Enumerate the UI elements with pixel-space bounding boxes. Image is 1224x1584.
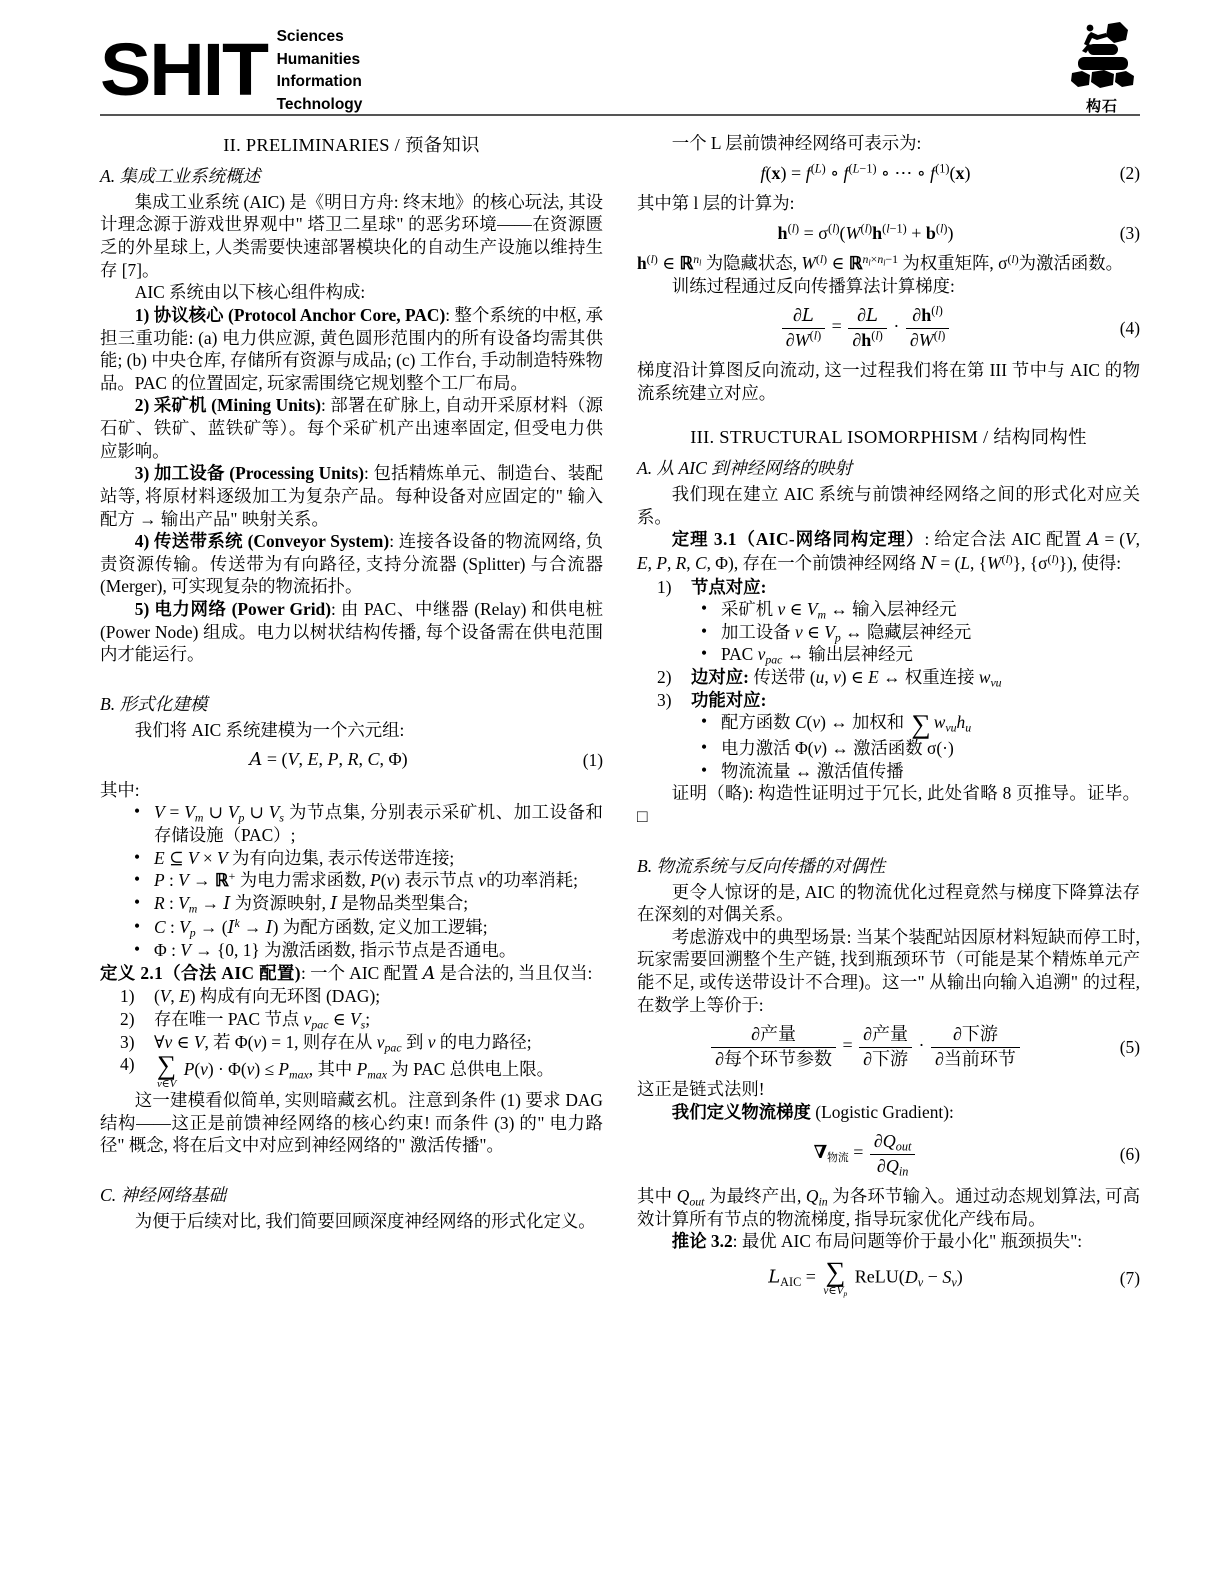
correspondence-2-title: 边对应:	[691, 667, 749, 688]
corollary-label: 推论 3.2	[671, 1231, 733, 1252]
node-corr-pac-head: PAC	[721, 644, 754, 665]
equation-3-row	[637, 222, 1140, 245]
expansion-line-4: Technology	[276, 95, 363, 113]
corollary-body: : 最优 AIC 布局问题等价于最小化" 瓶颈损失":	[732, 1231, 1083, 1252]
paragraph-mapping-lead: 我们现在建立 AIC 系统与前馈神经网络之间的形式化对应关系。	[637, 484, 1140, 527]
paragraph-gradient-flow: 梯度沿计算图反向流动, 这一过程我们将在第 III 节中与 AIC 的物流系统建立对应。	[637, 360, 1140, 403]
equation-5-row	[637, 1023, 1140, 1071]
paragraph-duality: 更令人惊讶的是, AIC 的物流优化过程竟然与梯度下降算法存在深刻的对偶关系。	[637, 881, 1140, 925]
symbols-text-2: 为权重矩阵,	[902, 253, 994, 274]
correspondence-list	[637, 576, 1140, 599]
tuple-text-p2: 表示节点	[404, 870, 475, 891]
condition-3-mid: 则存在从	[302, 1031, 373, 1052]
component-name-5: 电力网络 (Power Grid)	[154, 599, 332, 620]
equation-5-number: (5)	[1119, 1036, 1140, 1057]
masthead	[100, 18, 1140, 114]
sum-operator-icon-2: ∑	[911, 708, 931, 739]
correspondence-2-label: 2)	[657, 667, 672, 688]
component-body-4: : 连接各设备的物流网络, 负责资源传输。传送带为有向路径, 支持分流器 (Splitter) 与合流器 (Merger), 可实现复杂的物流拓扑。	[100, 531, 603, 597]
q-explain-1: 其中	[637, 1186, 673, 1207]
tuple-item-phi: • Φ : V → {0, 1} 为激活函数, 指示节点是否通电。	[132, 939, 603, 962]
section-heading-iii: III. STRUCTURAL ISOMORPHISM / 结构同构性	[690, 427, 1087, 448]
equation-3-body: $h^{(l)} = \sigma^{(l)}(W^{(l)}h^{(l-1)} + b^{(l)})$	[777, 221, 954, 243]
fraction-dL-dW: $\frac{\partial L}{\partial W^{(l)}}$	[782, 304, 825, 352]
condition-4-mid: 其中	[317, 1059, 353, 1080]
condition-4: 4) ∑ v∈V $P(v) \cdot \Phi(v) \le P_{max}$, 其中 $P_{max}$ 为 PAC 总供电上限。	[120, 1050, 554, 1090]
tuple-text-v: 为节点集, 分别表示采矿机、加工设备和存储设施（PAC）;	[154, 802, 603, 846]
func-corr-power: • 电力激活 Φ(v) ↔ 激活函数 σ(·)	[699, 737, 1140, 760]
condition-3-label: 3)	[120, 1031, 135, 1052]
eq5-rhs1-den: ∂下游	[859, 1047, 912, 1071]
subsection-heading-b: B. 形式化建模	[100, 693, 208, 714]
fraction-dL-dh: $\frac{\partial L}{\partial h^{(l)}}$	[848, 304, 886, 352]
paragraph-where: 其中:	[100, 779, 140, 800]
tuple-item-p: • P : V → ℝ+ 为电力需求函数, P(v) 表示节点 v的功率消耗;	[132, 869, 603, 892]
correspondence-functions	[657, 689, 1140, 712]
right-column	[637, 132, 1140, 1304]
condition-3-tail: 的电力路径;	[439, 1031, 532, 1052]
component-body-1: : 整个系统的中枢, 承担三重功能: (a) 电力供应源, 黄色圆形范围内的所有设备均需其供能; (b) 中央仓库, 存储所有资源与成品; (c) 工作台, 手动制造特殊物品。PAC 的位置固定, 玩家需围绕它规划整个工厂布局。	[100, 304, 603, 393]
eq5-rhs2-num: ∂下游	[953, 1024, 998, 1045]
correspondence-3-title: 功能对应:	[691, 689, 767, 710]
correspondence-2-tail: ↔ 权重连接	[883, 667, 975, 688]
fraction-downstream-current	[931, 1023, 1020, 1071]
definition-2-1-lead: : 一个 AIC 配置	[301, 962, 419, 983]
expansion-line-1: Sciences	[276, 28, 344, 45]
node-corr-pac: • PAC $v_{pac}$ ↔ 输出层神经元	[699, 643, 1140, 666]
paragraph-modeling-remark: 这一建模看似简单, 实则暗藏玄机。注意到条件 (1) 要求 DAG 结构——这正是前馈神经网络的核心约束! 而条件 (3) 的" 电力路径" 概念, 将在后文中对应到神经网络的" 激活传播"。	[100, 1090, 603, 1156]
tuple-item-v: • $V = V_m$ ∪ $V_p$ ∪ $V_s$ 为节点集, 分别表示采矿机、加工设备和存储设施（PAC）;	[132, 801, 603, 846]
correspondence-1-title: 节点对应:	[691, 576, 767, 597]
correspondence-1-label: 1)	[657, 576, 672, 597]
equation-4-body: $\frac{\partial L}{\partial W^{(l)}}$ = $\frac{\partial L}{\partial h^{(l)}}$ · $\frac{\partial h^{(l)}}{\partial W^{(l)}}$	[637, 304, 1094, 352]
fraction-qout-qin: $\frac{\partial Q_{out}}{\partial Q_{in}}$	[870, 1130, 916, 1178]
paragraph-chain-rule: 这正是链式法则!	[637, 1079, 765, 1100]
expansion-line-2: Humanities	[276, 50, 361, 68]
condition-3-head: 若	[213, 1031, 231, 1052]
condition-1-label: 1)	[120, 986, 135, 1007]
component-item-power	[100, 598, 603, 666]
tuple-item-e: • E ⊆ V × V 为有向边集, 表示传送带连接;	[132, 847, 603, 870]
equation-6-body: $\nabla_{物流}$ = $\frac{\partial Q_{out}}{\partial Q_{in}}$	[637, 1130, 1094, 1178]
tuple-text-phi: 为激活函数, 指示节点是否通电。	[264, 940, 517, 961]
equation-5-body: $\frac{\text{∂产量}}{\text{∂每个环节参数}}$ = $\frac{\text{∂产量}}{\text{∂下游}}$ · $\frac{\text{∂下游}}{\text{∂当前环节}}$	[637, 1023, 1094, 1071]
component-name-1: 协议核心 (Protocol Anchor Core, PAC)	[153, 304, 446, 325]
paragraph-scenario: 考虑游戏中的典型场景: 当某个装配站因原材料短缺而停工时, 玩家需要回溯整个生产链, 找到瓶颈环节（可能是某个精炼单元产能不足, 或传送带设计不合理)。这一" 从输出向输入追溯" 的过程, 在数学上等价于:	[637, 926, 1140, 1015]
eq5-rhs2-den: ∂当前环节	[931, 1047, 1020, 1071]
component-body-3: : 包括精炼单元、制造台、装配站等, 将原材料逐级加工为复杂产品。每种设备对应固定的" 输入配方 → 输出产品" 映射关系。	[100, 463, 603, 529]
paragraph-corollary	[637, 1230, 1140, 1253]
component-label-3: 3)	[134, 463, 150, 484]
equation-7-number: (7)	[1119, 1268, 1140, 1289]
equation-6-row	[637, 1130, 1140, 1178]
node-corr-mining-head: 采矿机	[721, 599, 774, 620]
theorem-3-1-body-1: : 给定合法 AIC 配置	[924, 529, 1083, 550]
theorem-3-1-body-2: , 存在一个前馈神经网络	[733, 552, 917, 573]
validity-conditions-list	[100, 985, 603, 1089]
equation-1-row	[100, 748, 603, 771]
logistic-gradient-rest: (Logistic Gradient):	[810, 1101, 954, 1122]
subsection-heading-iii-a: A. 从 AIC 到神经网络的映射	[637, 458, 853, 479]
body-columns	[100, 132, 1140, 1304]
tuple-text-r1: 为资源映射,	[234, 892, 326, 913]
paragraph-nn-intro: 为便于后续对比, 我们简要回顾深度神经网络的形式化定义。	[134, 1210, 596, 1231]
node-correspondence-items	[637, 598, 1140, 666]
left-column	[100, 132, 603, 1304]
paragraph-proof: 证明（略): 构造性证明过于冗长, 此处省略 8 页推导。证毕。□	[637, 783, 1140, 827]
equation-4-number: (4)	[1119, 317, 1140, 338]
component-item-pac	[100, 304, 603, 395]
func-corr-recipe: • 配方函数 C(v) ↔ 加权和 ∑ $w_{vu}h_u$	[699, 711, 1140, 737]
correspondence-2-head: 传送带	[753, 667, 806, 688]
component-item-mining	[100, 394, 603, 462]
condition-3: 3) ∀v ∈ V, 若 Φ(v) = 1, 则存在从 $v_{pac}$ 到 v 的电力路径;	[120, 1031, 532, 1054]
expansion-line-3: Information	[276, 73, 362, 91]
tuple-text-c: 为配方函数, 定义加工逻辑;	[282, 916, 488, 937]
definition-2-1: 定义 2.1（合法 AIC 配置): 一个 AIC 配置 A 是合法的, 当且仅当:	[100, 962, 593, 984]
fraction-output-downstream	[859, 1023, 912, 1071]
component-body-2: : 部署在矿脉上, 自动开采原材料（源石矿、铁矿、蓝铁矿等）。每个采矿机产出速率固定, 但受电力供应影响。	[100, 395, 603, 461]
fraction-dh-dW: $\frac{\partial h^{(l)}}{\partial W^{(l)}}$	[906, 304, 949, 352]
equation-7-body: $L_{AIC}$ = ∑ $v\in V_p$ $ReLU(D_v - S_v)$	[768, 1256, 963, 1299]
paragraph-layer-lead: 其中第 l 层的计算为:	[637, 193, 795, 214]
sum-operator-icon: ∑ v∈V	[157, 1050, 177, 1090]
node-corr-processing-head: 加工设备	[721, 621, 791, 642]
tuple-definition-list	[100, 801, 603, 961]
publisher-logo	[1064, 20, 1140, 116]
component-name-3: 加工设备 (Processing Units)	[153, 463, 365, 484]
equation-2-row	[637, 162, 1140, 185]
spacer-1	[100, 666, 603, 686]
fraction-output-param	[711, 1023, 836, 1071]
component-name-4: 传送带系统 (Conveyor System)	[154, 531, 390, 552]
component-label-1: 1)	[134, 304, 150, 325]
tuple-item-c: • C : $V_p \to (I^k \to I)$ 为配方函数, 定义加工逻辑;	[132, 916, 603, 940]
component-item-processing	[100, 462, 603, 530]
tuple-text-r2: 是物品类型集合;	[341, 892, 469, 913]
subsection-heading-c: C. 神经网络基础	[100, 1185, 227, 1205]
journal-expansion	[277, 26, 363, 117]
paragraph-model-lead: 我们将 AIC 系统建模为一个六元组:	[134, 719, 405, 740]
theorem-3-1-body-3: , 使得:	[1072, 552, 1122, 573]
equation-1-body: A = (V, E, P, R, C, Φ)	[249, 749, 408, 771]
correspondence-nodes	[657, 576, 1140, 599]
condition-4-label: 4)	[120, 1054, 135, 1075]
func-corr-flow-head: 物流流量 ↔ 激活值传播	[721, 760, 904, 781]
paragraph-ffn-lead: 一个 L 层前馈神经网络可表示为:	[671, 133, 922, 153]
spacer-3	[637, 404, 1140, 424]
equation-6-number: (6)	[1119, 1143, 1140, 1164]
tuple-text-p1: 为电力需求函数,	[239, 870, 366, 891]
journal-acronym: SHIT	[100, 28, 267, 112]
condition-1-text: 构成有向无环图 (DAG);	[199, 986, 381, 1007]
subsection-heading-a: A. 集成工业系统概述	[100, 165, 261, 186]
paragraph-components-lead: AIC 系统由以下核心组件构成:	[134, 282, 366, 303]
condition-1: 1) (V, E) 构成有向无环图 (DAG);	[120, 986, 381, 1007]
paragraph-logistic-gradient-lead	[637, 1101, 1140, 1124]
tuple-item-r: • R : $V_m \to I$ 为资源映射, I 是物品类型集合;	[132, 892, 603, 916]
theorem-3-1-label: 定理 3.1（AIC-网络同构定理）	[671, 529, 925, 550]
node-corr-mining: • 采矿机 v ∈ $V_m$ ↔ 输入层神经元	[699, 598, 1140, 621]
function-correspondence-items	[637, 708, 1140, 782]
node-corr-processing-mid: ↔ 隐藏层神经元	[845, 621, 972, 642]
eq6-subscript: 物流	[827, 1152, 849, 1165]
sum-operator-icon-3: ∑ $v\in V_p$	[823, 1256, 848, 1299]
q-explain-2: 为最终产出,	[709, 1186, 802, 1207]
spacer-2	[100, 1157, 603, 1177]
eq5-rhs1-num: ∂产量	[863, 1024, 909, 1045]
q-explain-3: 为各环节输入。通过动态规划算法, 可高效计算所有节点的物流梯度, 指导玩家优化产线布局。	[637, 1186, 1140, 1229]
equation-1-number: (1)	[582, 749, 603, 770]
equation-3-number: (3)	[1119, 223, 1140, 244]
func-corr-flow	[699, 760, 1140, 783]
node-corr-mining-mid: ↔ 输入层神经元	[830, 599, 957, 620]
definition-2-1-tail: 是合法的, 当且仅当:	[439, 962, 593, 983]
correspondence-3-label: 3)	[657, 689, 672, 710]
equation-7-row	[637, 1256, 1140, 1299]
condition-2-head: 存在唯一 PAC 节点	[154, 1009, 300, 1030]
func-corr-power-mid: ↔ 激活函数	[831, 738, 923, 759]
component-name-2: 采矿机 (Mining Units)	[153, 395, 322, 416]
func-corr-power-head: 电力激活	[721, 738, 791, 759]
func-corr-recipe-head: 配方函数	[721, 712, 791, 733]
journal-brand	[100, 18, 362, 117]
condition-2-tail: ;	[365, 1009, 371, 1030]
node-corr-pac-mid: ↔ 输出层神经元	[786, 644, 913, 665]
symbols-text-3: 为激活函数。	[1018, 253, 1124, 274]
component-label-2: 2)	[134, 395, 150, 416]
paragraph-q-explanation: 其中 $Q_{out}$ 为最终产出, $Q_{in}$ 为各环节输入。通过动态规划算法, 可高效计算所有节点的物流梯度, 指导玩家优化产线布局。	[637, 1186, 1140, 1229]
component-item-conveyor	[100, 530, 603, 598]
equation-2-number: (2)	[1119, 163, 1140, 183]
eq5-lhs-den: ∂每个环节参数	[711, 1047, 836, 1071]
component-label-5: 5)	[134, 599, 150, 620]
correspondence-edges: 2) 边对应: 传送带 (u, v) ∈ E ↔ 权重连接 $w_{vu}$	[657, 667, 1002, 690]
symbols-text-1: 为隐藏状态,	[705, 253, 798, 274]
publisher-name: 构石	[1085, 98, 1118, 115]
spacer-4	[637, 828, 1140, 848]
paragraph-backprop-lead: 训练过程通过反向传播算法计算梯度:	[671, 275, 955, 296]
correspondence-list-2	[637, 666, 1140, 711]
condition-2: 2) 存在唯一 PAC 节点 $v_{pac}$ ∈ $V_s$;	[120, 1009, 371, 1032]
tuple-text-e: 为有向边集, 表示传送带连接;	[232, 847, 455, 868]
condition-4-tail: 为 PAC 总供电上限。	[391, 1059, 554, 1080]
definition-2-1-label: 定义 2.1（合法 AIC 配置)	[100, 962, 301, 983]
condition-2-label: 2)	[120, 1009, 135, 1030]
section-heading-ii: II. PRELIMINARIES / 预备知识	[223, 135, 480, 155]
logistic-gradient-bold: 我们定义物流梯度	[671, 1101, 811, 1122]
node-corr-processing: • 加工设备 v ∈ $V_p$ ↔ 隐藏层神经元	[699, 621, 1140, 644]
theorem-3-1: 定理 3.1（AIC-网络同构定理）: 给定合法 AIC 配置 A = (V, E, P, R, C, Φ), 存在一个前馈神经网络 N = (L, $\{W^{(l)}\}$, $\{\sigma^{(l)}\}$), 使得:	[637, 529, 1141, 574]
component-body-5: : 由 PAC、中继器 (Relay) 和供电桩 (Power Node) 组成。电力以树状结构传播, 每个设备需在供电范围内才能运行。	[100, 599, 603, 665]
tuple-text-p3: 的功率消耗;	[486, 870, 578, 891]
subsection-heading-iii-b: B. 物流系统与反向传播的对偶性	[637, 855, 886, 876]
paragraph-symbol-definitions: $h^{(l)}$ ∈ ℝ$^{n_l}$ 为隐藏状态, $W^{(l)}$ ∈ ℝ$^{n_l\times n_l-1}$ 为权重矩阵, $\sigma^{(l)}$为激活函数。	[637, 251, 1124, 274]
equation-4-row	[637, 304, 1140, 352]
func-corr-recipe-mid: ↔ 加权和	[830, 712, 905, 733]
sisyphus-stone-stack-icon	[1064, 20, 1140, 94]
component-label-4: 4)	[134, 531, 150, 552]
paragraph-aic-intro: 集成工业系统 (AIC) 是《明日方舟: 终末地》的核心玩法, 其设计理念源于游戏世界观中" 塔卫二星球" 的恶劣环境——在资源匮乏的外星球上, 人类需要快速部署模块化的自动生产设施以维持生存 [7]。	[100, 191, 603, 280]
eq5-lhs-num: ∂产量	[751, 1024, 796, 1045]
equation-2-body: $f(x) = f^{(L)}$ ∘ $f^{(L-1)}$ ∘ ⋯ ∘ $f^{(1)}(x)$	[760, 161, 971, 183]
